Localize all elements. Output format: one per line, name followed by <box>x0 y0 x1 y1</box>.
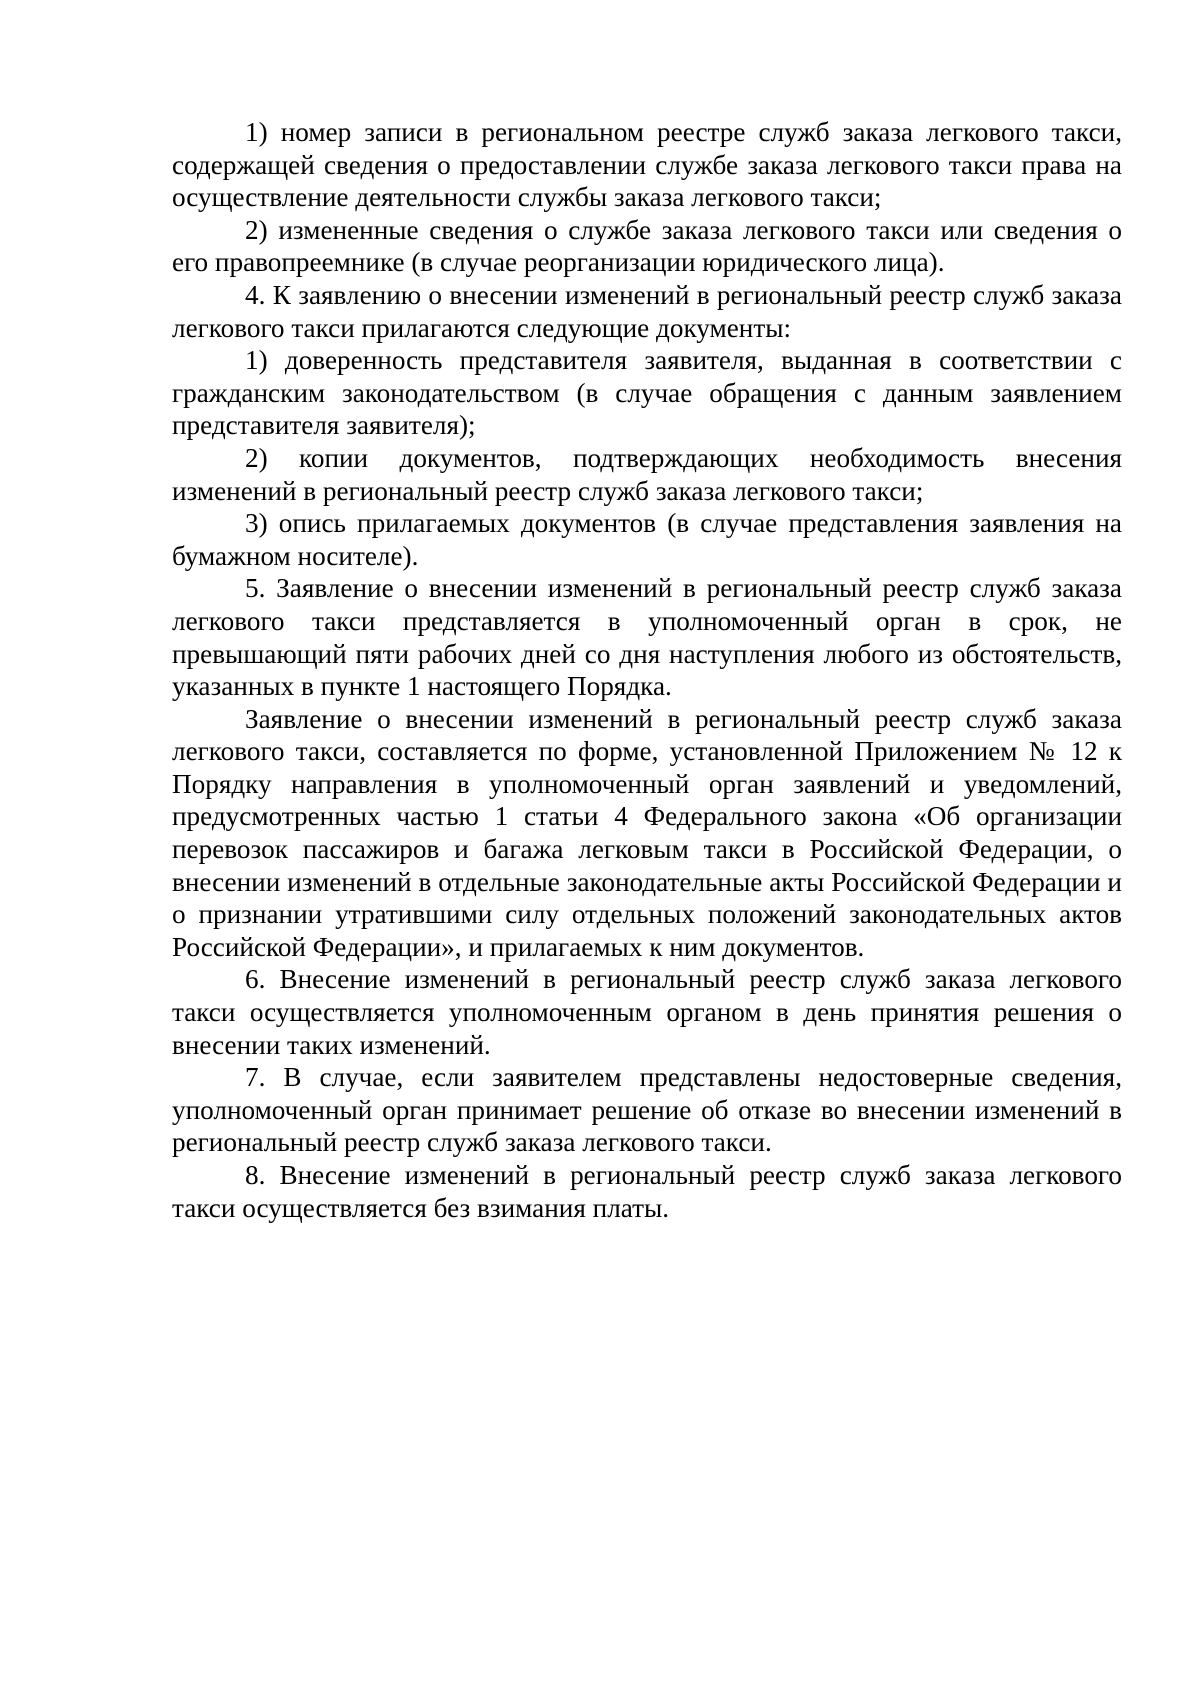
clause-8-free-of-charge: 8. Внесение изменений в региональный реестр служб заказа легкового такси осуществляется без взимания платы. <box>172 1160 1122 1223</box>
clause-5-form: Заявление о внесении изменений в региональный реестр служб заказа легкового такси, составляется по форме, установленной Приложением № 12 к Порядку направления в уполномоченный орган заявлений и уведомлений, предусмотренных частью 1 статьи 4 Федерального закона «Об организации перевозок пассажиров и багажа легковым такси в Российской Федерации, о внесении изменений в отдельные законодательные акты Российской Федерации и о признании утратившими силу отдельных положений законодательных актов Российской Федерации», и прилагаемых к ним документов. <box>172 703 1122 962</box>
clause-6-entry: 6. Внесение изменений в региональный реестр служб заказа легкового такси осуществляется уполномоченным органом в день принятия решения о внесении таких изменений. <box>172 964 1122 1060</box>
clause-4-attachments: 4. К заявлению о внесении изменений в региональный реестр служб заказа легкового такси прилагаются следующие документы: <box>172 279 1122 343</box>
list-item-record-number: 1) номер записи в региональном реестре служб заказа легкового такси, содержащей сведения о предоставлении службе заказа легкового такси права на осуществление деятельности службы заказа легкового такси; <box>172 117 1122 213</box>
list-item-power-of-attorney: 1) доверенность представителя заявителя, выданная в соответствии с гражданским законодательством (в случае обращения с данным заявлением представителя заявителя); <box>172 345 1122 441</box>
list-item-changed-info: 2) измененные сведения о службе заказа легкового такси или сведения о его правопреемнике (в случае реорганизации юридического лица). <box>172 214 1122 278</box>
list-item-inventory: 3) опись прилагаемых документов (в случае представления заявления на бумажном носителе). <box>172 508 1122 571</box>
list-item-document-copies: 2) копии документов, подтверждающих необходимость внесения изменений в региональный реестр служб заказа легкового такси; <box>172 442 1122 506</box>
document-page <box>172 116 1122 1224</box>
clause-7-refusal: 7. В случае, если заявителем представлены недостоверные сведения, уполномоченный орган принимает решение об отказе во внесении изменений в региональный реестр служб заказа легкового такси. <box>172 1062 1122 1158</box>
clause-5-deadline: 5. Заявление о внесении изменений в региональный реестр служб заказа легкового такси представляется в уполномоченный орган в срок, не превышающий пяти рабочих дней со дня наступления любого из обстоятельств, указанных в пункте 1 настоящего Порядка. <box>172 573 1122 702</box>
